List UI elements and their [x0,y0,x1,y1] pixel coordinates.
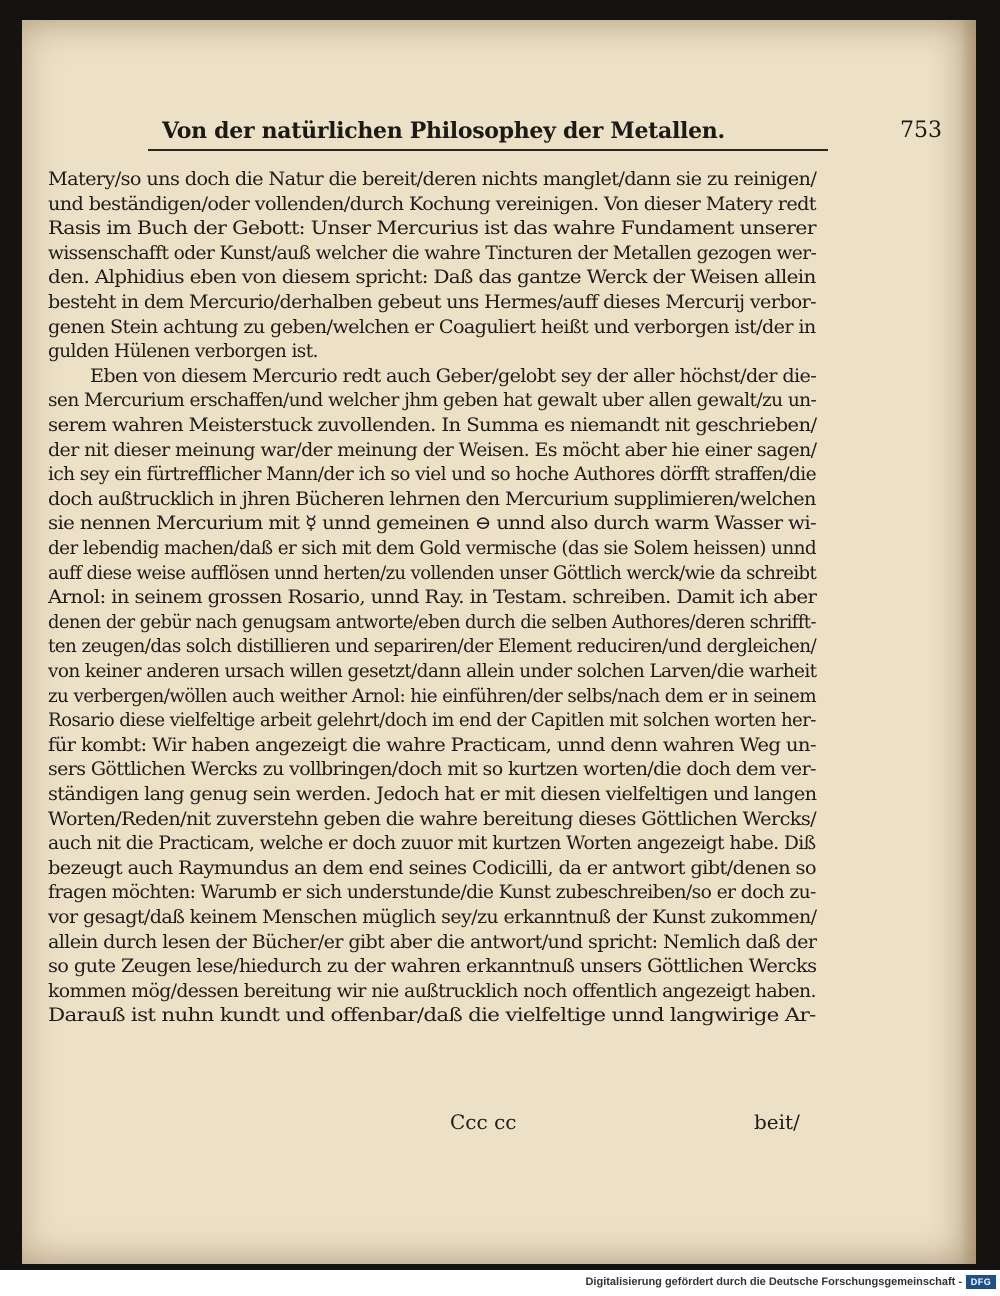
text-line: genen Stein achtung zu geben/welchen er Coaguliert heißt und verborgen ist/der in [48,316,816,338]
text-line: sers Göttlichen Wercks zu vollbringen/doch mit so kurtzen worten/die doch dem ver- [48,759,816,781]
catchword: beit/ [754,1110,800,1134]
dfg-logo: DFG [966,1275,996,1289]
text-line: für kombt: Wir haben angezeigt die wahre Practicam, unnd denn wahren Weg un- [48,734,816,756]
text-line: von keiner anderen ursach willen gesetzt/dann allein under solchen Larven/die warheit [48,661,817,682]
text-line: allein durch lesen der Bücher/er gibt aber die antwort/und spricht: Nemlich daß der [48,931,817,953]
text-line: Worten/Reden/nit zuverstehn geben die wahre bereitung dieses Göttlichen Wercks/ [48,808,817,830]
text-line: ten zeugen/das solch distillieren und separiren/der Element reduciren/und dergleichen/ [48,636,817,658]
text-line: vor gesagt/daß keinem Menschen müglich sey/zu erkanntnuß der Kunst zukommen/ [48,907,817,928]
text-line: der lebendig machen/daß er sich mit dem Gold vermische (das sie Solem heissen) unnd [48,538,817,559]
credit-text: Digitalisierung gefördert durch die Deutsche Forschungsgemeinschaft - [585,1276,962,1288]
text-line: besteht in dem Mercurio/derhalben gebeut uns Hermes/auff dieses Mercurij verbor- [48,292,816,313]
text-line: der nit dieser meinung war/der meinung der Weisen. Es möcht aber hie einer sagen/ [48,439,817,461]
text-line: und beständigen/oder vollenden/durch Kochung vereinigen. Von dieser Matery redt [48,193,816,215]
text-line: ständigen lang genug sein werden. Jedoch hat er mit diesen vielfeltigen und langen [48,784,817,805]
text-line: denen der gebür nach genugsam antworte/eben durch die selben Authores/deren schrifft- [48,611,816,633]
credit-bar [0,1270,1000,1296]
book-page [22,20,976,1264]
text-line: doch außtrucklich in jhren Bücheren lehrnen den Mercurium supplimieren/welchen [48,488,816,510]
page-footer [22,1104,976,1134]
text-line: auch nit die Practicam, welche er doch zuuor mit kurtzen Worten angezeigt habe. Diß [48,833,816,855]
text-line: Rasis im Buch der Gebott: Unser Mercurius ist das wahre Fundament unserer [48,218,816,240]
text-line: sie nennen Mercurium mit ☿ unnd gemeinen ⊖ unnd also durch warm Wasser wi- [48,513,817,535]
text-line: auff diese weise aufflösen unnd herten/zu vollenden unser Göttlich werck/wie da schreibt [48,562,817,584]
text-line: sen Mercurium erschaffen/und welcher jhm geben hat gewalt uber allen gewalt/zu un- [48,390,817,412]
text-line: den. Alphidius eben von diesem spricht: Daß das gantze Werck der Weisen allein [48,267,816,289]
text-line: kommen mög/dessen bereitung wir nie außtrucklich noch offentlich angezeigt haben. [48,980,816,1002]
text-line: bezeugt auch Raymundus an dem end seines Codicilli, da er antwort gibt/denen so [48,857,816,879]
text-line: zu verbergen/wöllen auch weither Arnol: hie einführen/der selbs/nach dem er in seinem [48,685,816,707]
text-line: serem wahren Meisterstuck zuvollenden. In Summa es niemandt nit geschrieben/ [48,415,817,436]
text-line: fragen möchten: Warumb er sich understunde/die Kunst zubeschreiben/so er doch zu- [48,882,816,904]
text-line: wissenschafft oder Kunst/auß welcher die wahre Tincturen der Metallen gezogen wer- [48,242,817,264]
text-line: Darauß ist nuhn kundt und offenbar/daß die vielfeltige unnd langwirige Ar- [48,1005,816,1027]
text-line: Eben von diesem Mercurio redt auch Geber/gelobt sey der aller höchst/der die- [90,365,817,387]
page-number: 753 [900,118,942,143]
running-title: Von der natürlichen Philosophey der Metallen. [162,118,725,144]
signature-mark: Ccc cc [450,1110,517,1134]
page-gutter-shadow [960,20,976,1264]
header-rule [148,149,828,151]
text-line: so gute Zeugen lese/hiedurch zu der wahren erkanntnuß unsers Göttlichen Wercks [48,956,817,978]
text-line: Matery/so uns doch die Natur die bereit/deren nichts manglet/dann sie zu reinigen/ [48,169,817,190]
text-line: Rosario diese vielfeltige arbeit gelehrt/doch im end der Capitlen mit solchen worten her- [48,710,816,732]
text-line: gulden Hülenen verborgen ist. [48,341,318,363]
text-line: ich sey ein fürtrefflicher Mann/der ich so viel und so hoche Authores dörfft straffen/die [48,464,816,486]
text-line: Arnol: in seinem grossen Rosario, unnd Ray. in Testam. schreiben. Damit ich aber [48,587,817,609]
